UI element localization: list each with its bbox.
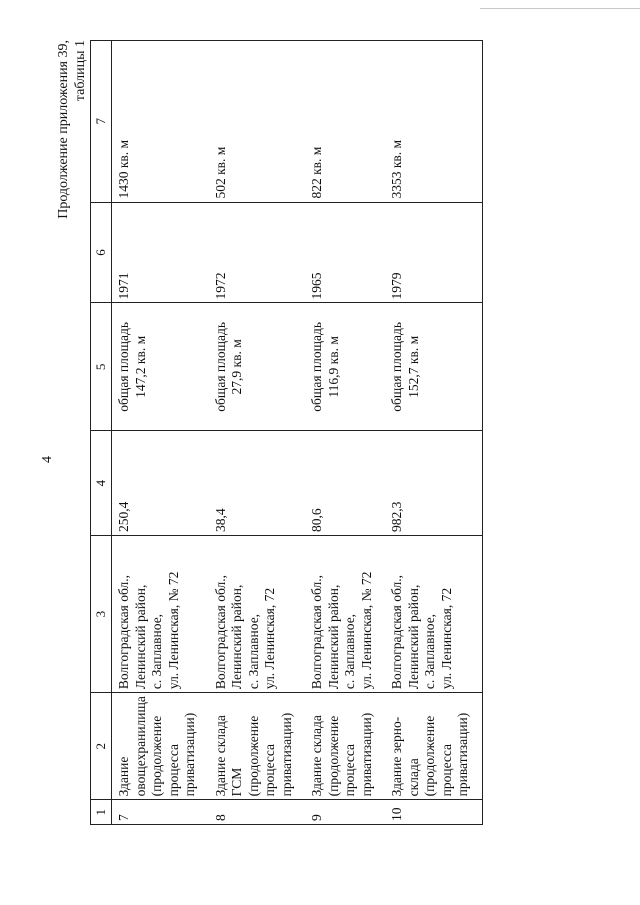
object-land-size: 3353 кв. м xyxy=(385,41,482,203)
name-line: Здание склада xyxy=(309,715,324,797)
area-line: 116,9 кв. м xyxy=(325,336,341,398)
object-address xyxy=(385,536,482,693)
address-line: ул. Ленинская, 72 xyxy=(262,587,277,690)
object-value: 982,3 xyxy=(385,431,482,536)
object-name xyxy=(112,693,209,800)
address-line: с. Заплавное, xyxy=(342,613,357,690)
object-area xyxy=(209,303,306,431)
object-year: 1971 xyxy=(112,202,209,303)
column-header-2: 2 xyxy=(91,693,112,800)
column-header-3: 3 xyxy=(91,536,112,693)
name-line: процесса xyxy=(438,743,454,797)
name-line: Здание зерно- xyxy=(389,716,404,797)
address-line: Волгоградская обл., xyxy=(389,574,404,690)
name-line: Здание склада xyxy=(212,715,228,797)
column-header-5: 5 xyxy=(91,303,112,431)
area-line: общая площадь xyxy=(309,321,324,412)
name-line: процесса xyxy=(342,743,357,797)
column-header-7: 7 xyxy=(91,41,112,203)
address-line: с. Заплавное, xyxy=(422,613,437,690)
table-row xyxy=(305,41,385,825)
object-year: 1965 xyxy=(305,202,385,303)
address-line: Ленинский район, xyxy=(405,584,421,690)
name-line: овощехранилища xyxy=(132,696,148,797)
name-line: процесса xyxy=(165,743,181,797)
object-address xyxy=(305,536,385,693)
name-line: склада xyxy=(405,758,421,797)
name-line: (продолжение xyxy=(149,715,164,797)
object-year: 1972 xyxy=(209,202,306,303)
row-number: 8 xyxy=(209,800,306,825)
header-line-1: Продолжение приложения 39, xyxy=(56,40,71,219)
object-address xyxy=(112,536,209,693)
row-number: 10 xyxy=(385,800,482,825)
area-line: общая площадь xyxy=(116,321,131,412)
object-area xyxy=(112,303,209,431)
object-value: 250,4 xyxy=(112,431,209,536)
column-header-1: 1 xyxy=(91,800,112,825)
row-number: 9 xyxy=(305,800,385,825)
name-line: приватизации) xyxy=(278,712,294,797)
address-line: с. Заплавное, xyxy=(149,613,164,690)
address-line: Волгоградская обл., xyxy=(212,574,228,690)
column-number-row xyxy=(91,41,112,825)
object-address xyxy=(209,536,306,693)
name-line: (продолжение xyxy=(325,715,341,797)
appendix-header xyxy=(55,40,89,219)
property-table xyxy=(90,40,483,825)
table-row xyxy=(112,41,209,825)
name-line: (продолжение xyxy=(422,715,437,797)
object-name xyxy=(385,693,482,800)
table-row xyxy=(385,41,482,825)
table-row xyxy=(209,41,306,825)
name-line: ГСМ xyxy=(229,767,244,797)
address-line: ул. Ленинская, № 72 xyxy=(358,571,374,690)
address-line: Ленинский район, xyxy=(325,584,341,690)
page-number: 4 xyxy=(40,456,55,463)
address-line: Волгоградская обл., xyxy=(116,574,131,690)
header-line-2: таблицы 1 xyxy=(73,40,88,102)
object-year: 1979 xyxy=(385,202,482,303)
object-land-size: 822 кв. м xyxy=(305,41,385,203)
object-name xyxy=(305,693,385,800)
address-line: ул. Ленинская, 72 xyxy=(438,587,454,690)
object-area xyxy=(385,303,482,431)
area-line: 147,2 кв. м xyxy=(132,335,148,398)
name-line: приватизации) xyxy=(455,712,470,797)
object-area xyxy=(305,303,385,431)
name-line: приватизации) xyxy=(358,712,374,797)
object-name xyxy=(209,693,306,800)
address-line: с. Заплавное, xyxy=(245,613,261,690)
address-line: ул. Ленинская, № 72 xyxy=(165,571,181,690)
area-line: 27,9 кв. м xyxy=(229,339,244,395)
address-line: Ленинский район, xyxy=(229,584,244,690)
name-line: Здание xyxy=(116,756,131,797)
area-line: 152,7 кв. м xyxy=(405,335,421,398)
object-value: 80,6 xyxy=(305,431,385,536)
column-header-4: 4 xyxy=(91,431,112,536)
object-land-size: 502 кв. м xyxy=(209,41,306,203)
address-line: Волгоградская обл., xyxy=(309,574,324,690)
name-line: приватизации) xyxy=(182,712,197,797)
object-value: 38,4 xyxy=(209,431,306,536)
column-header-6: 6 xyxy=(91,202,112,303)
area-line: общая площадь xyxy=(389,321,404,412)
area-line: общая площадь xyxy=(212,321,228,412)
name-line: процесса xyxy=(262,743,277,797)
address-line: Ленинский район, xyxy=(132,584,148,690)
row-number: 7 xyxy=(112,800,209,825)
object-land-size: 1430 кв. м xyxy=(112,41,209,203)
name-line: (продолжение xyxy=(245,715,261,797)
